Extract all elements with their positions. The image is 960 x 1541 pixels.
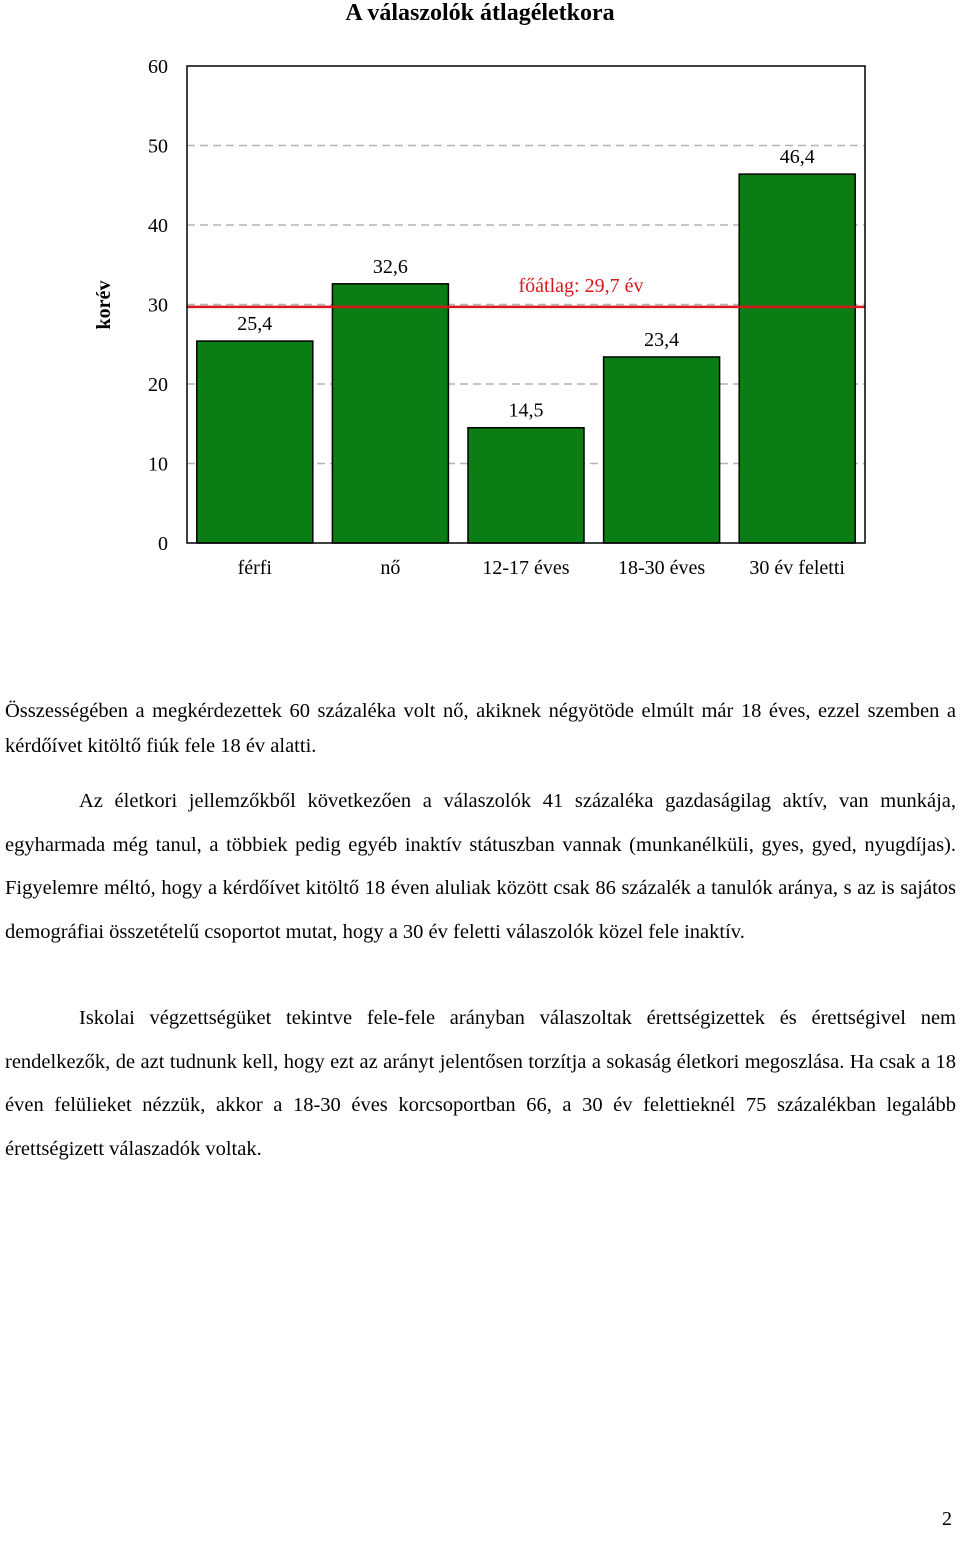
y-tick-label: 30	[148, 294, 168, 317]
y-tick-label: 40	[148, 215, 168, 237]
y-tick-label: 60	[148, 56, 168, 78]
average-line-label: főátlag: 29,7 év	[518, 274, 644, 297]
page-number: 2	[942, 1508, 952, 1530]
y-tick-labels	[148, 56, 168, 555]
bar	[604, 357, 720, 543]
paragraph-3: Iskolai végzettségüket tekintve fele-fele arányban válaszoltak érettségizettek és érettségivel nem rendelkezők, de azt tudnunk kell, hogy ezt az arányt jelentősen torzítja a sokaság életkori megoszlása. Ha csak a 18 éven felülieket nézzük, akkor a 18-30 éves korcsoportban 66, a 30 év felettieknél 75 százalékban legalább érettségizett válaszadók voltak.	[5, 1007, 956, 1161]
value-label: 14,5	[508, 399, 544, 422]
bar	[332, 284, 448, 543]
x-tick-label: 12-17 éves	[482, 557, 570, 579]
value-label: 23,4	[644, 328, 680, 351]
bar	[739, 174, 855, 543]
x-tick-label: 18-30 éves	[617, 557, 706, 579]
bar	[197, 341, 313, 543]
x-tick-label: 30 év feletti	[749, 557, 845, 579]
y-axis-label: korév	[93, 280, 115, 330]
paragraph-1: Összességében a megkérdezettek 60 százaléka volt nő, akiknek négyötöde elmúlt már 18 éves, ezzel szemben a kérdőívet kitöltő fiúk fele 18 év alatti.	[5, 700, 956, 757]
chart-title: A válaszolók átlagéletkora	[345, 0, 615, 26]
y-tick-label: 20	[148, 374, 168, 396]
bar-chart	[0, 0, 960, 600]
value-label: 32,6	[372, 255, 408, 278]
x-tick-label: férfi	[237, 557, 273, 579]
x-tick-labels	[238, 557, 846, 579]
y-tick-label: 0	[158, 533, 168, 555]
value-label: 25,4	[237, 313, 273, 336]
bar	[468, 428, 584, 543]
x-tick-label: nő	[380, 557, 401, 579]
bars	[197, 174, 855, 543]
value-label: 46,4	[779, 146, 815, 169]
paragraph-2: Az életkori jellemzőkből következően a válaszolók 41 százaléka gazdaságilag aktív, van munkája, egyharmada még tanul, a többiek pedig egyéb inaktív státuszban vannak (munkanélküli, gyes, gyed, nyugdíjas). Figyelemre méltó, hogy a kérdőívet kitöltő 18 éven aluliak között csak 86 százalék a tanulók aránya, s az is sajátos demográfiai összetételű csoportot mutat, hogy a 30 év feletti válaszolók közel fele inaktív.	[5, 790, 956, 944]
y-tick-label: 10	[148, 453, 168, 476]
y-tick-label: 50	[148, 135, 168, 158]
